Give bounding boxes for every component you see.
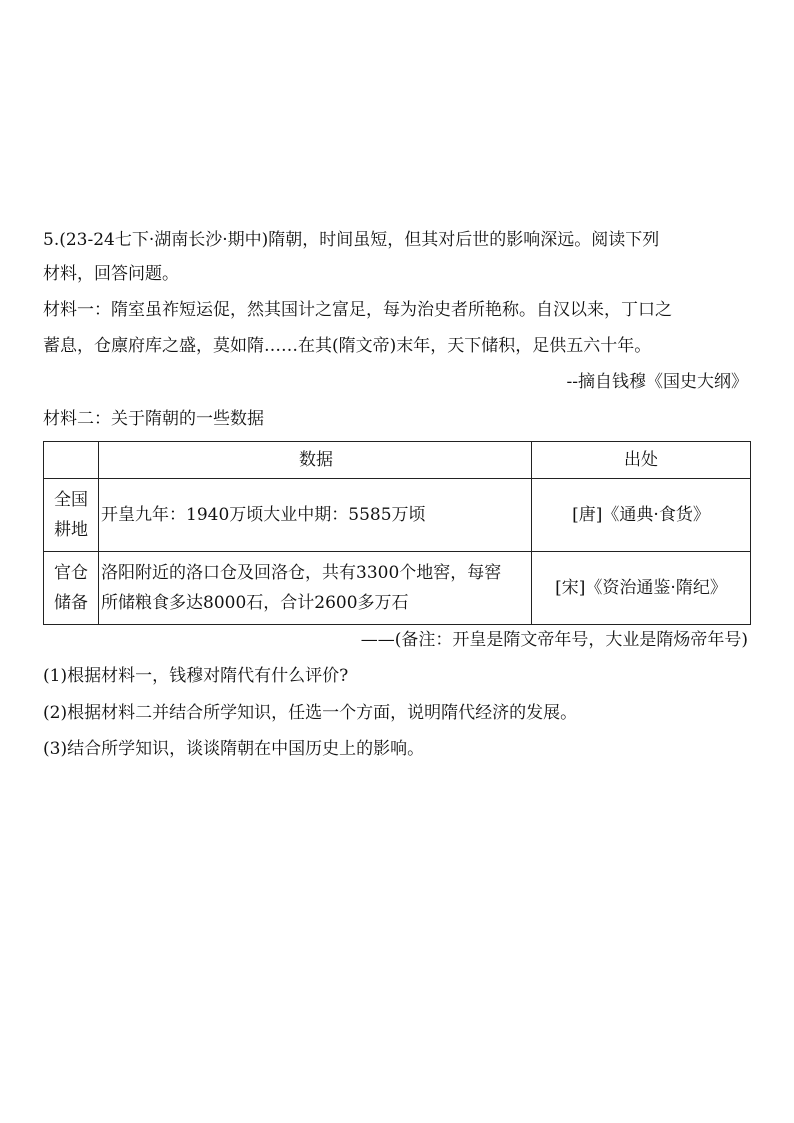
table-header-row [44, 442, 751, 479]
table-header-cell-data: 数据 [99, 442, 532, 479]
material-one-source: --摘自钱穆《国史大纲》 [566, 372, 748, 392]
row-label-cell [44, 479, 99, 552]
row-source-cell: [宋]《资治通鉴·隋纪》 [532, 552, 751, 625]
sub-question-1: (1)根据材料一，钱穆对隋代有什么评价? [43, 666, 349, 686]
row-label-line-2: 耕地 [54, 520, 88, 540]
material-one-line-1: 材料一：隋室虽祚短运促，然其国计之富足，每为治史者所艳称。自汉以来，丁口之 [43, 300, 672, 320]
row-data-cell [99, 552, 532, 625]
row-data-line-1: 开皇九年：1940万顷大业中期：5585万顷 [101, 505, 426, 525]
data-table [43, 441, 751, 625]
table-header-cell-empty [44, 442, 99, 479]
row-label-line-2: 储备 [54, 593, 88, 613]
row-label-cell [44, 552, 99, 625]
table-row [44, 479, 751, 552]
question-line-2: 材料，回答问题。 [43, 264, 179, 284]
material-one-line-2: 蓄息，仓廪府库之盛，莫如隋……在其(隋文帝)末年，天下储积，足供五六十年。 [43, 336, 652, 356]
row-label-line-1: 官仓 [54, 563, 88, 583]
row-data-line-1: 洛阳附近的洛口仓及回洛仓，共有3300个地窖，每窖 [101, 563, 502, 583]
row-data-cell [99, 479, 532, 552]
sub-question-3: (3)结合所学知识，谈谈隋朝在中国历史上的影响。 [43, 739, 425, 759]
table-row [44, 552, 751, 625]
material-two-title: 材料二：关于隋朝的一些数据 [43, 409, 264, 429]
row-label-line-1: 全国 [54, 490, 88, 510]
row-source-cell: [唐]《通典·食货》 [532, 479, 751, 552]
row-data-line-2: 所储粮食多达8000石，合计2600多万石 [101, 593, 409, 613]
sub-question-2: (2)根据材料二并结合所学知识，任选一个方面，说明隋代经济的发展。 [43, 703, 578, 723]
table-note: ——(备注：开皇是隋文帝年号，大业是隋炀帝年号) [360, 630, 748, 650]
table-header-cell-source: 出处 [532, 442, 751, 479]
question-line-1: 5.(23-24七下·湖南长沙·期中)隋朝，时间虽短，但其对后世的影响深远。阅读下列 [43, 230, 660, 250]
